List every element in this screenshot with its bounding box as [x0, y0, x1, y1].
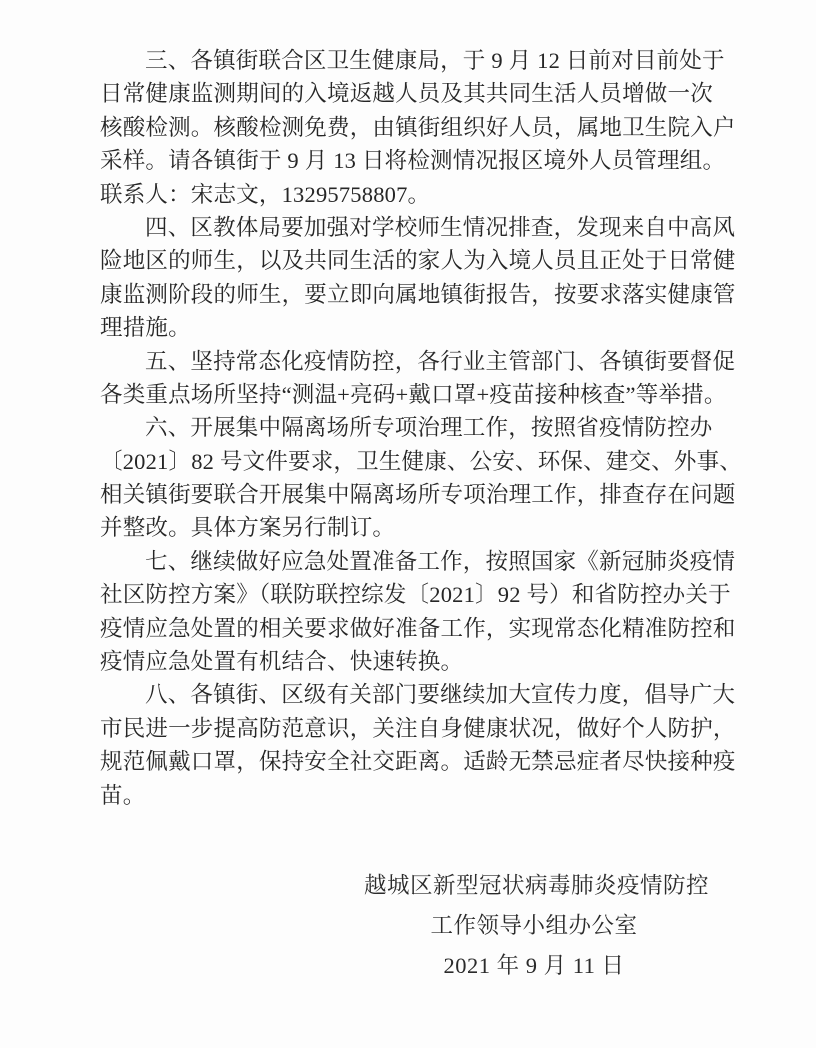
paragraph-5 — [100, 345, 748, 412]
text-line: 市民进一步提高防范意识，关注自身健康状况，做好个人防护， — [100, 715, 736, 741]
text-line: 采样。请各镇街于 9 月 13 日将检测情况报区境外人员管理组。 — [100, 148, 726, 174]
text-line: 七、继续做好应急处置准备工作，按照国家《新冠肺炎疫情 — [145, 548, 736, 574]
text-line: 日常健康监测期间的入境返越人员及其共同生活人员增做一次 — [100, 81, 713, 107]
paragraph-8 — [100, 678, 748, 812]
text-line: 规范佩戴口罩，保持安全社交距离。适龄无禁忌症者尽快接种疫 — [100, 749, 736, 775]
signature-block — [364, 866, 710, 986]
text-line: 社区防控方案》（联防联控综发〔2021〕92 号）和省防控办关于 — [100, 582, 731, 608]
text-line: 险地区的师生，以及共同生活的家人为入境人员且正处于日常健 — [100, 248, 736, 274]
text-line: 核酸检测。核酸检测免费，由镇街组织好人员，属地卫生院入户 — [100, 114, 736, 140]
paragraph-4 — [100, 211, 748, 345]
text-line: 理措施。 — [100, 315, 191, 341]
text-line: 三、各镇街联合区卫生健康局，于 9 月 12 日前对目前处于 — [145, 48, 725, 73]
paragraph-7 — [100, 545, 748, 679]
text-line: 各类重点场所坚持“测温+亮码+戴口罩+疫苗接种核查”等举措。 — [100, 381, 727, 407]
text-line: 八、各镇街、区级有关部门要继续加大宣传力度，倡导广大 — [145, 682, 736, 708]
text-line: 疫情应急处置有机结合、快速转换。 — [100, 649, 464, 675]
text-line: 四、区教体局要加强对学校师生情况排查，发现来自中高风 — [145, 214, 736, 240]
text-line-contact: 联系人：宋志文，13295758807。 — [100, 181, 431, 207]
paragraph-6 — [100, 411, 748, 545]
text-line: 〔2021〕82 号文件要求，卫生健康、公安、环保、建交、外事、 — [100, 448, 743, 474]
paragraph-3 — [100, 44, 748, 211]
text-line: 并整改。具体方案另行制订。 — [100, 515, 396, 541]
notice-body — [100, 44, 748, 812]
signature-date: 2021 年 9 月 11 日 — [443, 953, 625, 978]
signature-org-line-1: 越城区新型冠状病毒肺炎疫情防控 — [364, 873, 710, 898]
text-line: 六、开展集中隔离场所专项治理工作，按照省疫情防控办 — [145, 415, 713, 441]
text-line: 苗。 — [100, 782, 146, 808]
signature-org-line-2: 工作领导小组办公室 — [430, 913, 638, 938]
text-line: 五、坚持常态化疫情防控，各行业主管部门、各镇街要督促 — [145, 348, 736, 374]
text-line: 相关镇街要联合开展集中隔离场所专项治理工作，排查存在问题 — [100, 482, 736, 508]
text-line: 康监测阶段的师生，要立即向属地镇街报告，按要求落实健康管 — [100, 281, 736, 307]
text-line: 疫情应急处置的相关要求做好准备工作，实现常态化精准防控和 — [100, 615, 736, 641]
